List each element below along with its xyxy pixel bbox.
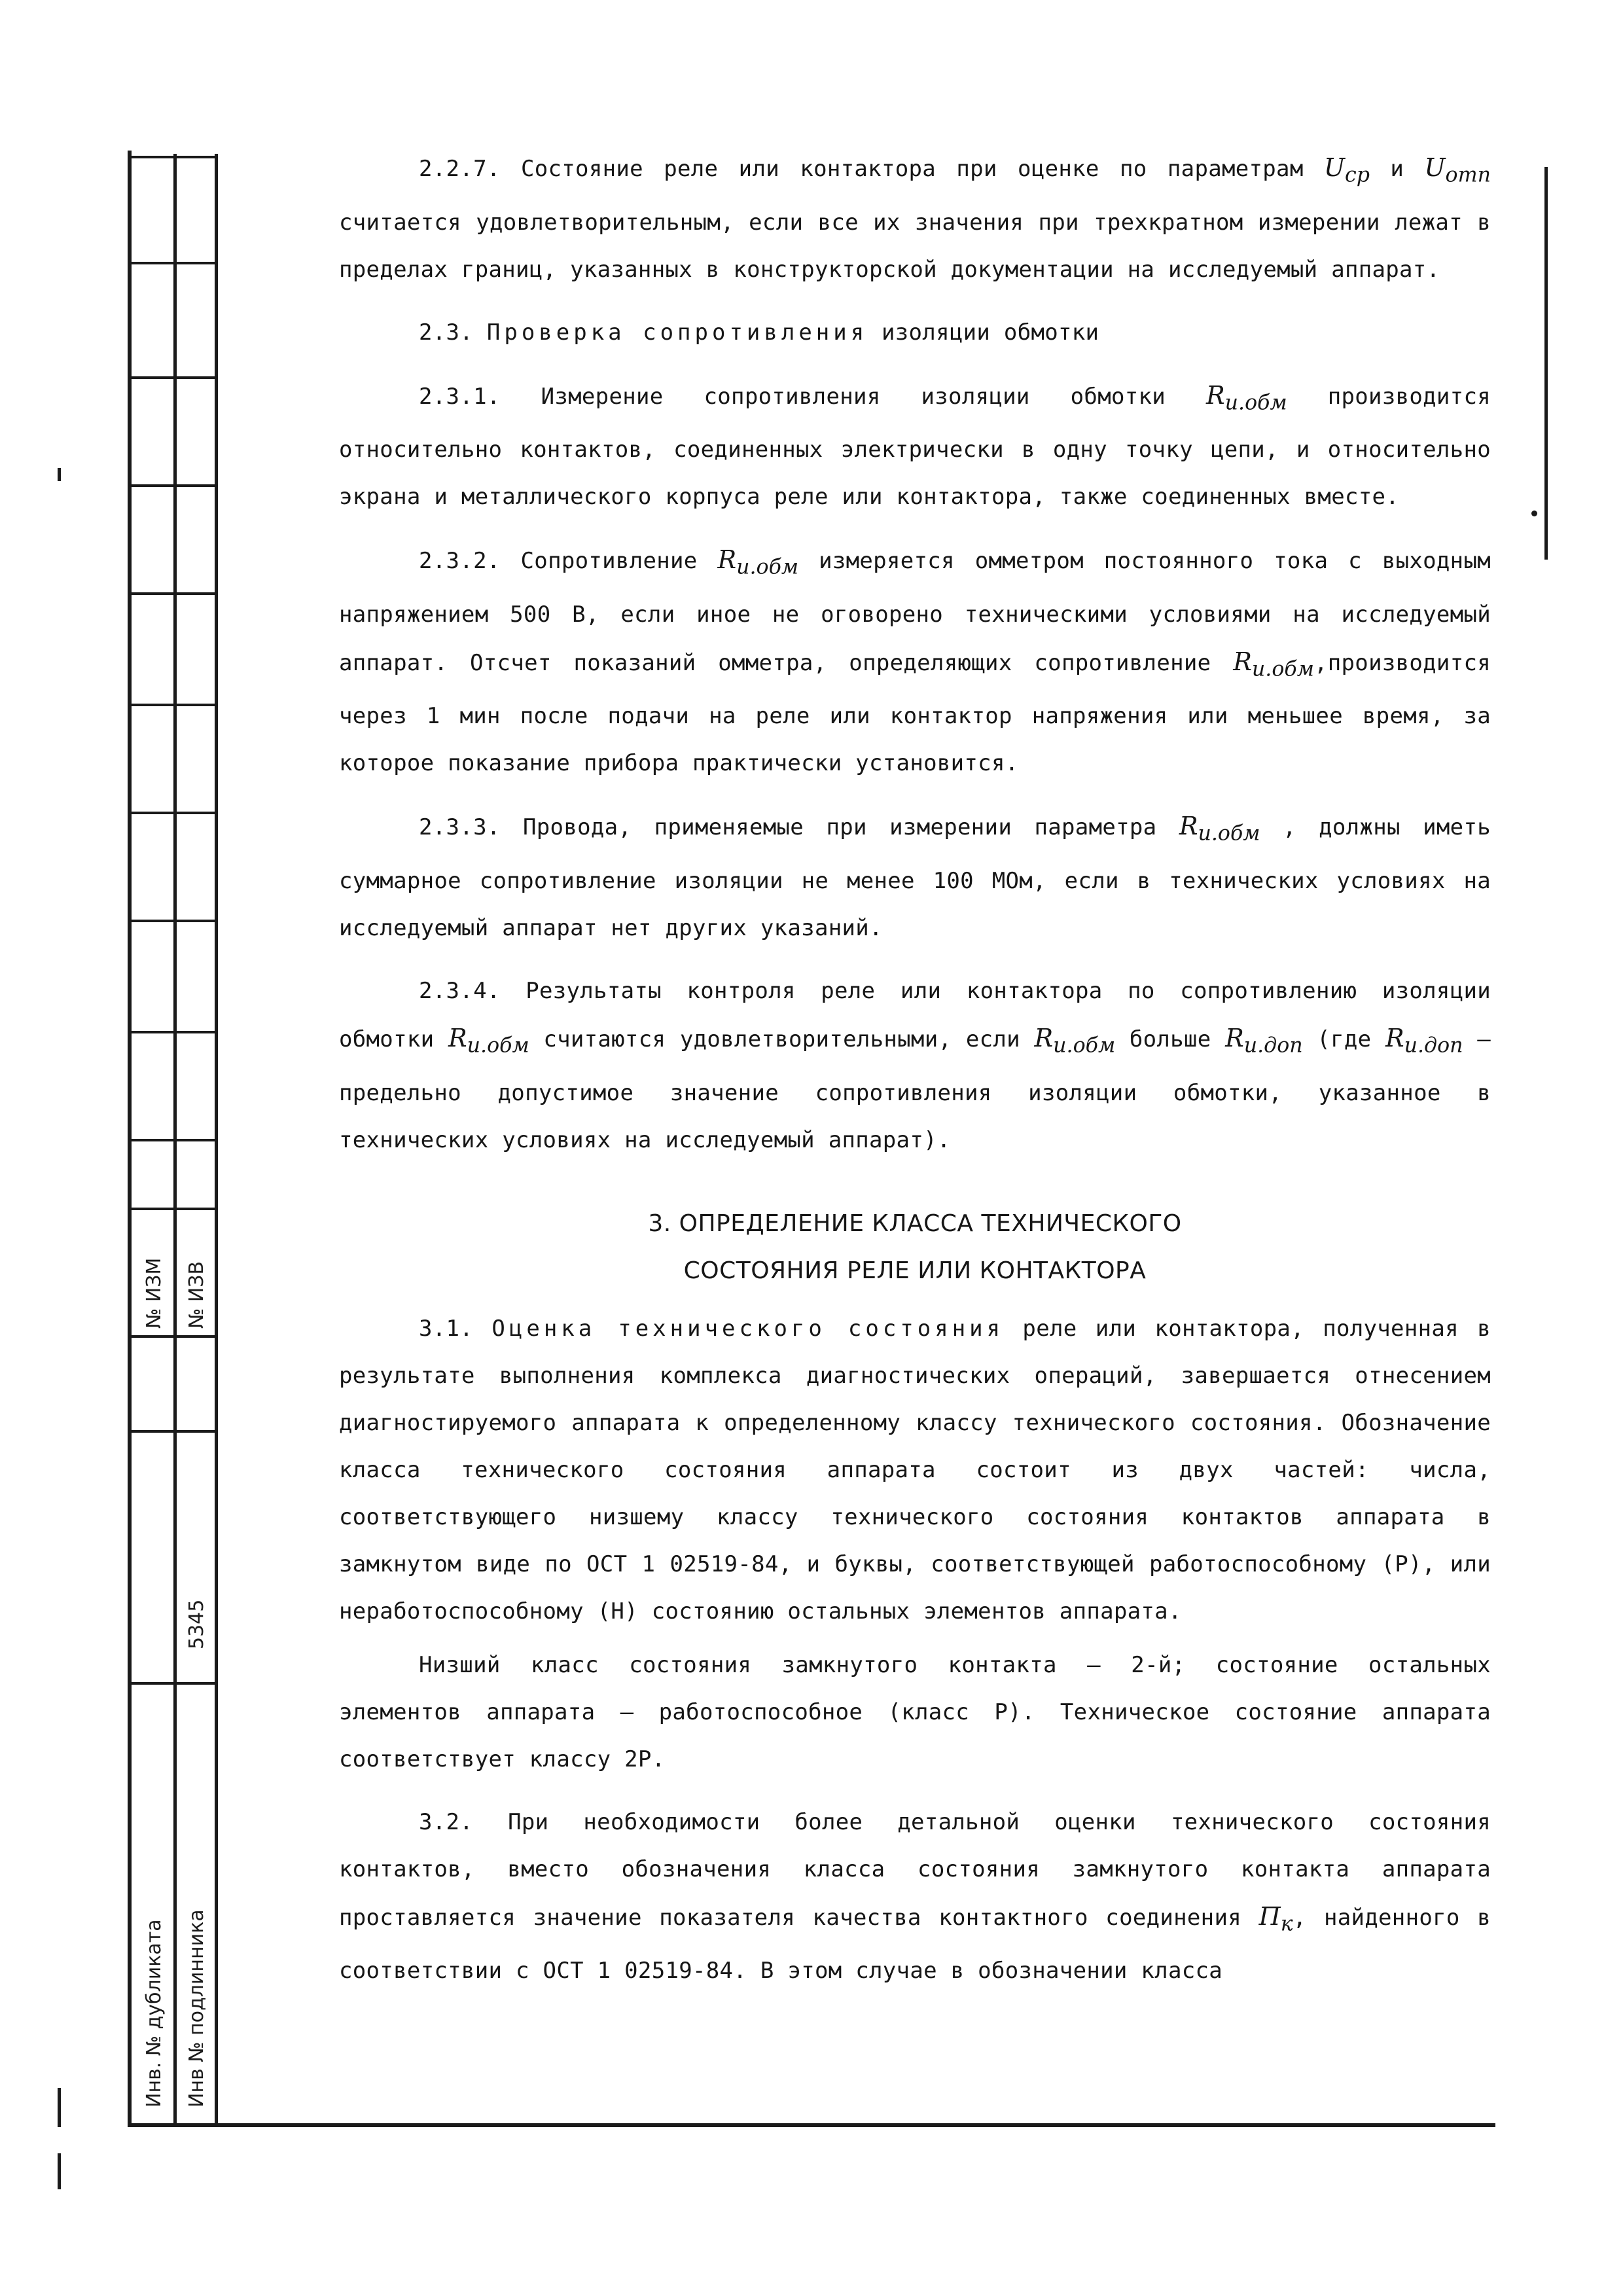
symbol-r-iobm: $R_{и.обм}$ [448,1023,529,1058]
stamp-row-line [128,484,218,487]
section-title: Проверка сопротивления [486,319,868,346]
text: 2.3.4. Результаты контроля реле или контактора по сопротивлению изоляции обмотки [339,977,1491,1052]
symbol-r-iobm: $R_{и.обм}$ [1179,812,1260,846]
stamp-inv-number: 5345 [185,1599,208,1649]
text: 2.2.7. Состояние реле или контактора при оценке по параметрам [419,156,1304,182]
section-number: 2.3. [419,319,474,346]
paragraph-2-3-4 [339,967,1491,1164]
section-title: Оценка технического состояния [491,1315,1005,1342]
text: больше [1129,1026,1211,1052]
stamp-inv-dubl: Инв. № дубликата [143,1919,166,2108]
frame-right-border [1544,167,1548,560]
paragraph-3-1 [339,1305,1491,1635]
frame-bottom-border [128,2123,1495,2127]
symbol-r-idop: $R_{и.доп}$ [1225,1023,1303,1058]
stamp-row-line [128,704,218,706]
stamp-no-izv: № ИЗВ [185,1261,208,1329]
stamp-row-line [128,1335,218,1338]
text: Низший класс состояния замкнутого контакта – 2-й; состояние остальных элементов аппарата – работоспособное (класс Р). Техническое состояние аппарата соответствует классу 2Р. [339,1651,1491,1772]
text: 2.3.3. Провода, применяемые при измерении параметра [419,814,1157,841]
text: считаются удовлетворительными, если [543,1026,1020,1052]
stamp-row-line [128,262,218,264]
scan-edge-mark [58,2153,61,2189]
text: и [1390,156,1404,182]
scan-dot [1531,511,1537,516]
text: – предельно допустимое значение сопротивления изоляции обмотки, указанное в технических условиях на исследуемый аппарат). [339,1026,1491,1153]
text: 2.3.1. Измерение сопротивления изоляции обмотки [419,383,1166,410]
text: измеряется омметром постоянного тока с выходным напряжением 500 В, если иное не оговорено техническими условиями на исследуемый аппарат. Отсчет показаний омметра, определяющих сопротивление [339,548,1491,676]
paragraph-example [339,1641,1491,1783]
stamp-row-line [128,1139,218,1141]
section-heading-2-3 [339,309,1491,356]
stamp-row-line [128,1682,218,1685]
scan-edge-mark [58,2088,61,2127]
text: (где [1317,1026,1372,1052]
paragraph-3-2 [339,1799,1491,1995]
symbol-r-iobm: $R_{и.обм}$ [1233,647,1314,681]
paragraph-2-2-7 [339,144,1491,293]
text: 2.3.2. Сопротивление [419,548,698,575]
symbol-u-sr: $U_{ср}$ [1323,153,1370,187]
stamp-row-line [128,156,218,158]
paragraph-2-3-1 [339,372,1491,521]
symbol-u-otp: $U_{отп}$ [1424,153,1491,187]
text: реле или контактора, полученная в результате выполнения комплекса диагностических операций, завершается отнесением диагностируемого аппарата к определенному классу технического состояния. Обозначение класса технического состояния аппарата состоит из двух частей: числа, соответствующего низшему классу технического состояния контактов аппарата в замкнутом виде по ОСТ 1 02519-84, и буквы, соответствующей работоспособному (Р), или неработоспособному (Н) состоянию остальных элементов аппарата. [339,1315,1491,1624]
text: , должны иметь суммарное сопротивление изоляции не менее 100 МОм, если в технических условиях на исследуемый аппарат нет других указаний. [339,814,1491,941]
symbol-r-iobm: $R_{и.обм}$ [1206,380,1287,415]
symbol-r-idop: $R_{и.доп}$ [1385,1023,1463,1058]
text: ,производится через 1 мин после подачи на реле или контактор напряжения или меньшее время, за которое показание прибора практически установится. [339,649,1491,777]
text: , найденного в соответствии с ОСТ 1 02519-84. В этом случае в обозначении класса [339,1904,1491,1984]
chapter-heading-3 [339,1200,1491,1295]
symbol-r-iobm: $R_{и.обм}$ [717,545,799,579]
symbol-r-iobm: $R_{и.обм}$ [1034,1023,1116,1058]
stamp-row-line [128,1430,218,1433]
stamp-row-line [128,812,218,814]
stamp-no-izm: № ИЗМ [143,1257,166,1329]
stamp-row-line [128,920,218,922]
scan-edge-mark [58,468,61,481]
stamp-row-line [128,592,218,595]
chapter-heading-line: 3. ОПРЕДЕЛЕНИЕ КЛАССА ТЕХНИЧЕСКОГО [648,1210,1182,1237]
text: 3.2. При необходимости более детальной оценки технического состояния контактов, вместо обозначения класса состояния замкнутого контакта аппарата проставляется значение показателя качества контактного соединения [339,1808,1491,1931]
text: считается удовлетворительным, если все их значения при трехкратном измерении лежат в пределах границ, указанных в конструкторской документации на исследуемый аппарат. [339,209,1491,283]
stamp-row-line [128,1208,218,1210]
chapter-heading-line: СОСТОЯНИЯ РЕЛЕ ИЛИ КОНТАКТОРА [683,1257,1147,1284]
document-body [339,144,1491,1994]
paragraph-2-3-2 [339,536,1491,787]
symbol-p-k: $П_к$ [1258,1901,1293,1936]
section-title-rest: изоляции обмотки [882,319,1099,346]
stamp-row-line [128,1031,218,1033]
section-number: 3.1. [419,1315,474,1342]
stamp-row-line [128,376,218,379]
paragraph-2-3-3 [339,802,1491,952]
text: производится относительно контактов, соединенных электрически в одну точку цепи, и относительно экрана и металлического корпуса реле или контактора, также соединенных вместе. [339,383,1491,511]
stamp-inv-podl: Инв № подлинника [185,1909,208,2108]
